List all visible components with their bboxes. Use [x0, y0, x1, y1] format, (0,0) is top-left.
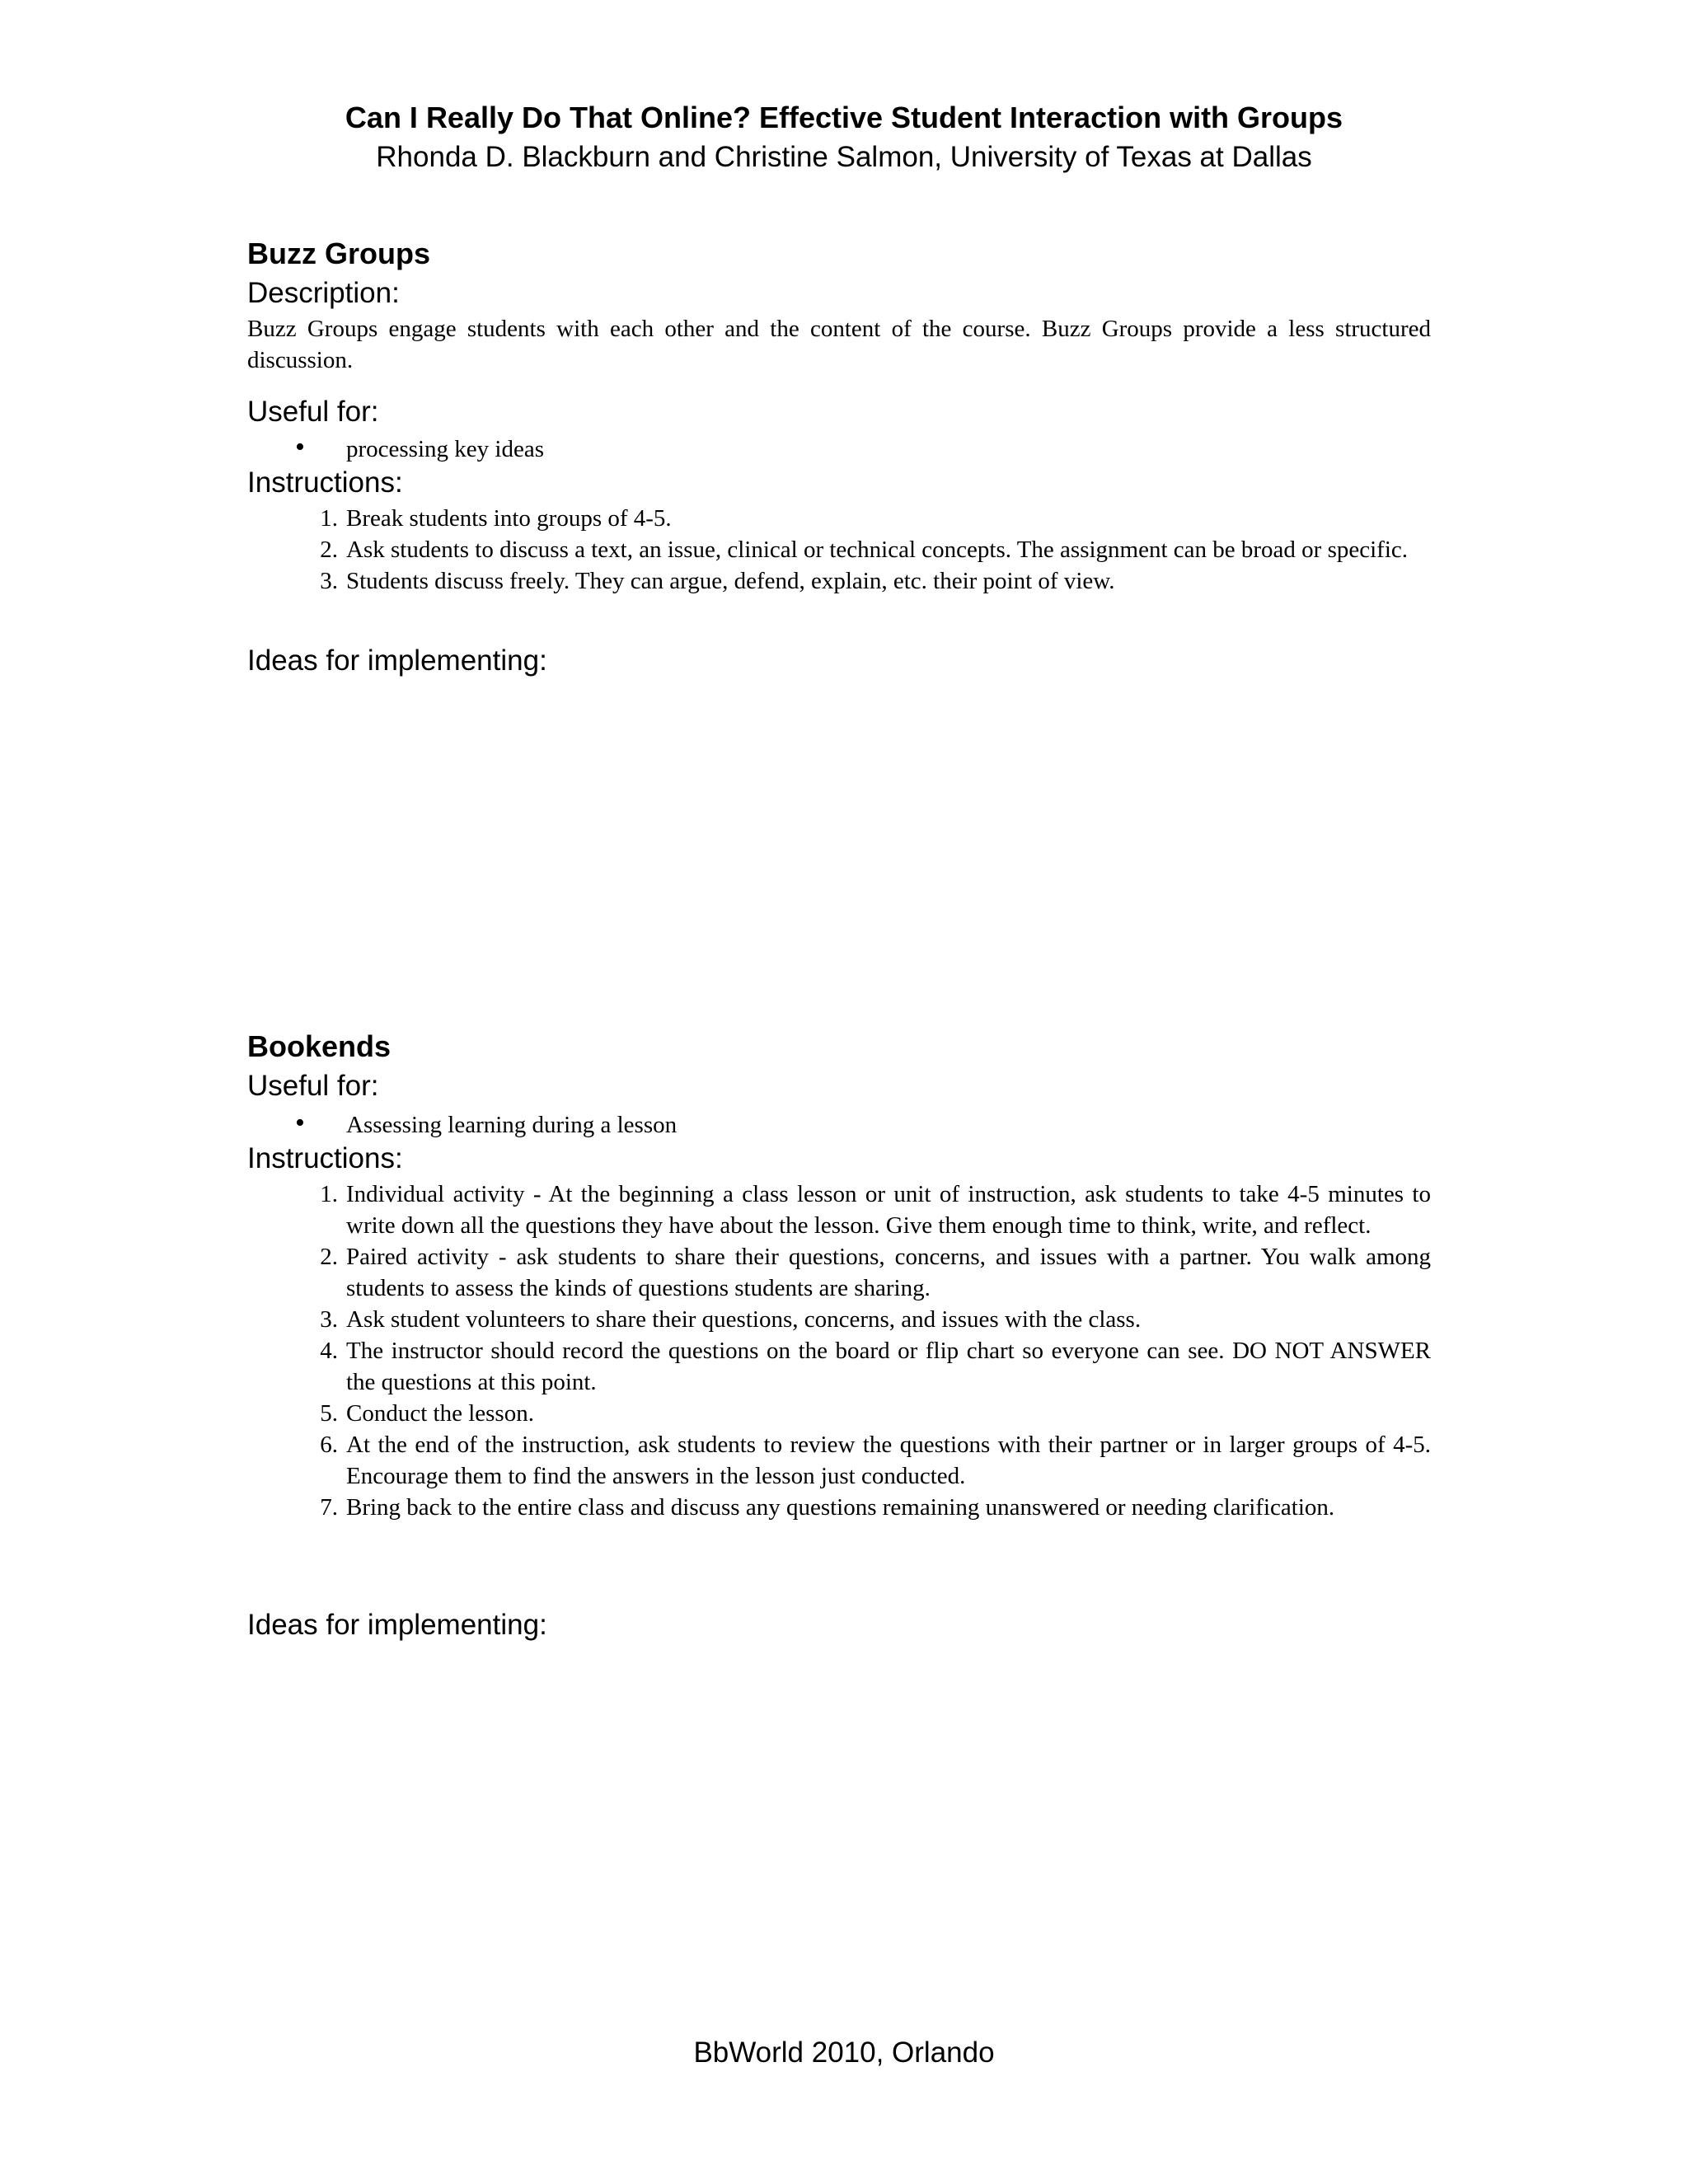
buzz-groups-instructions-label: Instructions:	[247, 466, 403, 499]
list-number: 7.	[320, 1494, 338, 1521]
list-item	[247, 565, 1431, 597]
buzz-groups-description-label: Description:	[247, 277, 400, 309]
buzz-groups-instructions-list	[247, 503, 1431, 597]
list-number: 5.	[320, 1400, 338, 1427]
buzz-groups-ideas-label: Ideas for implementing:	[247, 644, 547, 677]
instruction-text: Break students into groups of 4-5.	[346, 505, 672, 532]
list-item	[247, 1335, 1431, 1398]
list-number: 2.	[320, 1244, 338, 1270]
page-footer: BbWorld 2010, Orlando	[693, 2036, 995, 2069]
list-item	[247, 1398, 1431, 1429]
list-item	[247, 1179, 1431, 1241]
list-number: 1.	[320, 1181, 338, 1207]
list-item	[247, 434, 1431, 465]
instruction-text: At the end of the instruction, ask students to review the questions with their partner or in larger groups of 4-5. Encourage them to find the answers in the lesson just conducted.	[346, 1432, 1431, 1489]
list-number: 2.	[320, 537, 338, 563]
buzz-groups-useful-label: Useful for:	[247, 396, 379, 428]
list-item	[247, 1241, 1431, 1304]
list-item	[247, 503, 1431, 534]
list-number: 1.	[320, 505, 338, 532]
instruction-text: Bring back to the entire class and discuss any questions remaining unanswered or needing clarification.	[346, 1494, 1335, 1521]
bookends-useful-label: Useful for:	[247, 1070, 379, 1102]
instruction-text: The instructor should record the questions on the board or flip chart so everyone can see. DO NOT ANSWER the questions at this point.	[346, 1338, 1431, 1395]
bookends-useful-list	[247, 1109, 1431, 1141]
bullet-icon: •	[295, 432, 305, 462]
instruction-text: Conduct the lesson.	[346, 1400, 534, 1427]
list-number: 3.	[320, 568, 338, 594]
bookends-heading: Bookends	[247, 1029, 392, 1063]
bookends-ideas-label: Ideas for implementing:	[247, 1609, 547, 1641]
list-number: 4.	[320, 1338, 338, 1364]
list-number: 6.	[320, 1432, 338, 1458]
instruction-text: Ask student volunteers to share their questions, concerns, and issues with the class.	[346, 1306, 1142, 1333]
list-item	[247, 534, 1431, 565]
instruction-text: Paired activity - ask students to share their questions, concerns, and issues with a partner. You walk among students to assess the kinds of questions students are sharing.	[346, 1244, 1431, 1301]
instruction-text: Individual activity - At the beginning a class lesson or unit of instruction, ask students to take 4-5 minutes to write down all the questions they have about the lesson. Give them enough time to think, write, and reflect.	[346, 1181, 1431, 1239]
list-item	[247, 1109, 1431, 1141]
bookends-instructions-label: Instructions:	[247, 1142, 403, 1174]
buzz-groups-description: Buzz Groups engage students with each other and the content of the course. Buzz Groups provide a less structured discussion.	[247, 316, 1431, 373]
instruction-text: Ask students to discuss a text, an issue, clinical or technical concepts. The assignment can be broad or specific.	[346, 537, 1408, 563]
useful-item-text: processing key ideas	[346, 436, 544, 462]
instruction-text: Students discuss freely. They can argue, defend, explain, etc. their point of view.	[346, 568, 1115, 594]
list-item	[247, 1492, 1431, 1523]
buzz-groups-heading: Buzz Groups	[247, 237, 430, 270]
useful-item-text: Assessing learning during a lesson	[346, 1112, 678, 1138]
list-item	[247, 1429, 1431, 1492]
list-item	[247, 1304, 1431, 1335]
bullet-icon: •	[295, 1108, 305, 1138]
document-authors: Rhonda D. Blackburn and Christine Salmon, University of Texas at Dallas	[376, 141, 1312, 173]
bookends-instructions-list	[247, 1179, 1431, 1523]
list-number: 3.	[320, 1306, 338, 1333]
buzz-groups-useful-list	[247, 434, 1431, 465]
document-title: Can I Really Do That Online? Effective Student Interaction with Groups	[345, 101, 1343, 134]
